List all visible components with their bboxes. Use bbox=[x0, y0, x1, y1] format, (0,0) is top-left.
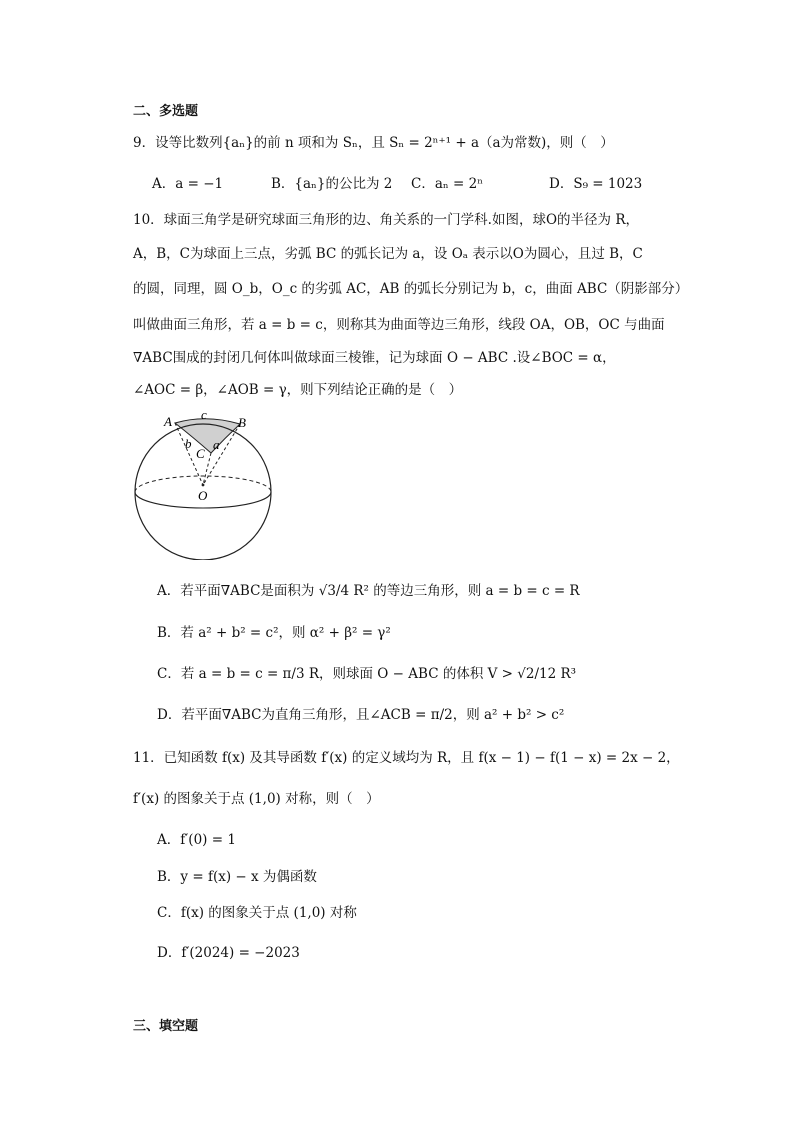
question-9-option-b: B．{aₙ}的公比为 2 bbox=[271, 176, 393, 192]
question-11-line-1: 11．已知函数 f(x) 及其导函数 f′(x) 的定义域均为 R，且 f(x − 1) − f(1 − x) = 2x − 2， bbox=[133, 750, 680, 766]
center-point bbox=[202, 484, 205, 487]
question-11-option-d: D．f′(2024) = −2023 bbox=[157, 945, 300, 961]
section-heading-fill-in: 三、填空题 bbox=[133, 1019, 199, 1034]
question-10-line-2: A，B，C为球面上三点，劣弧 BC 的弧长记为 a，设 Oₐ 表示以O为圆心，且过 B，C bbox=[133, 246, 643, 262]
question-10-line-5: ∇ABC围成的封闭几何体叫做球面三棱锥，记为球面 O − ABC .设∠BOC = α， bbox=[133, 350, 616, 366]
question-9-option-a: A．a = −1 bbox=[152, 176, 224, 192]
question-11-line-2: f′(x) 的图象关于点 (1,0) 对称，则（ ） bbox=[133, 791, 380, 807]
spherical-triangle-figure bbox=[130, 408, 280, 564]
section-heading-multiple-choice: 二、多选题 bbox=[133, 104, 199, 119]
arc-label-b: b bbox=[185, 436, 192, 451]
arc-label-c: c bbox=[201, 408, 207, 422]
question-10-line-6: ∠AOC = β，∠AOB = γ，则下列结论正确的是（ ） bbox=[133, 382, 463, 398]
question-11-option-a: A．f′(0) = 1 bbox=[157, 832, 236, 848]
question-10-option-d: D．若平面∇ABC为直角三角形，且∠ACB = π/2，则 a² + b² > c² bbox=[157, 707, 565, 723]
question-10-option-a: A．若平面∇ABC是面积为 √3/4 R² 的等边三角形，则 a = b = c = R bbox=[157, 583, 580, 599]
label-b: B bbox=[238, 415, 246, 430]
question-9-stem: 9．设等比数列{aₙ}的前 n 项和为 Sₙ，且 Sₙ = 2ⁿ⁺¹ + a（a为常数)，则（ ） bbox=[133, 135, 614, 151]
question-9-option-d: D．S₉ = 1023 bbox=[549, 176, 643, 192]
label-a: A bbox=[164, 414, 172, 429]
label-c: C bbox=[196, 446, 205, 461]
question-11-option-b: B．y = f(x) − x 为偶函数 bbox=[157, 869, 317, 885]
question-10-option-c: C．若 a = b = c = π/3 R，则球面 O − ABC 的体积 V > √2/12 R³ bbox=[157, 666, 577, 682]
question-10-line-1: 10．球面三角学是研究球面三角形的边、角关系的一门学科.如图，球O的半径为 R， bbox=[133, 212, 639, 228]
arc-label-a: a bbox=[213, 437, 220, 452]
question-9-option-c: C．aₙ = 2ⁿ bbox=[411, 176, 484, 192]
question-11-option-c: C．f(x) 的图象关于点 (1,0) 对称 bbox=[157, 905, 357, 921]
question-10-option-b: B．若 a² + b² = c²，则 α² + β² = γ² bbox=[157, 625, 391, 641]
label-o: O bbox=[198, 488, 208, 503]
question-10-line-3: 的圆，同理，圆 O_b，O_c 的劣弧 AC，AB 的弧长分别记为 b，c，曲面 ABC（阴影部分） bbox=[133, 281, 689, 297]
question-10-line-4: 叫做曲面三角形，若 a = b = c，则称其为曲面等边三角形，线段 OA，OB，OC 与曲面 bbox=[133, 317, 665, 333]
